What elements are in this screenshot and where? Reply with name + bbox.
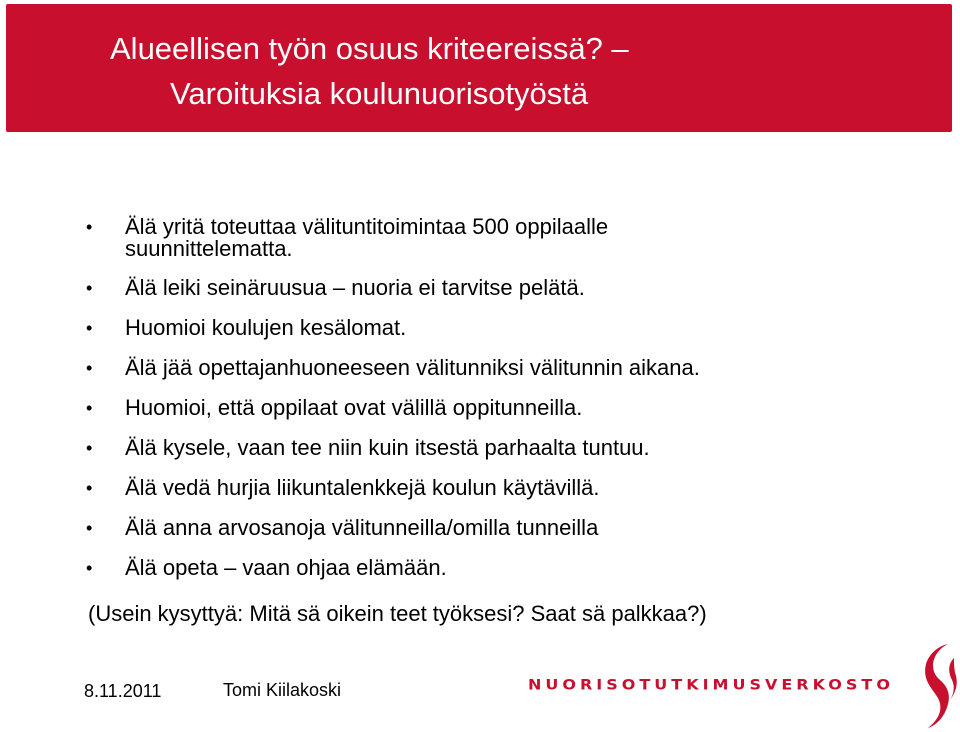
faq-note: (Usein kysyttyä: Mitä sä oikein teet työksesi? Saat sä palkkaa?)	[88, 601, 707, 626]
bullet-text: Älä opeta – vaan ohjaa elämään.	[125, 555, 447, 580]
bullet-text: Älä vedä hurjia liikuntalenkkejä koulun käytävillä.	[125, 475, 600, 500]
bullet-item	[84, 397, 904, 419]
bullet-icon: •	[86, 518, 93, 538]
bullet-text: Huomioi koulujen kesälomat.	[125, 315, 407, 340]
slide-title	[110, 26, 629, 116]
bullet-text: Huomioi, että oppilaat ovat välillä oppitunneilla.	[125, 395, 583, 420]
bullet-text: Älä leiki seinäruusua – nuoria ei tarvitse pelätä.	[125, 275, 585, 300]
bullet-icon: •	[86, 278, 93, 298]
bullet-item	[84, 317, 904, 339]
bullet-item	[84, 557, 904, 579]
bullet-item	[84, 277, 904, 299]
bullet-item	[84, 517, 904, 539]
bullet-text: Älä anna arvosanoja välitunneilla/omilla tunneilla	[125, 515, 599, 540]
bullet-icon: •	[86, 318, 93, 338]
footer-date: 8.11.2011	[84, 681, 162, 701]
bullet-icon: •	[86, 478, 93, 498]
bullet-text: Älä kysele, vaan tee niin kuin itsestä parhaalta tuntuu.	[125, 435, 650, 460]
bullet-item	[84, 216, 904, 260]
red-swirl-logo-icon	[918, 640, 958, 730]
bullet-text: Älä yritä toteuttaa välituntitoimintaa 500 oppilaalle suunnittelematta.	[125, 214, 609, 261]
bullet-list	[84, 216, 904, 597]
bullet-icon: •	[86, 217, 93, 237]
title-line-2: Varoituksia koulunuorisotyöstä	[170, 76, 589, 111]
bullet-icon: •	[86, 558, 93, 578]
bullet-item	[84, 437, 904, 459]
bullet-icon: •	[86, 398, 93, 418]
title-line-1: Alueellisen työn osuus kriteereissä? –	[110, 31, 629, 66]
bullet-icon: •	[86, 438, 93, 458]
bullet-item	[84, 357, 904, 379]
logo-wordmark: NUORISOTUTKIMUSVERKOSTO	[528, 675, 894, 694]
bullet-icon: •	[86, 358, 93, 378]
title-banner	[6, 4, 952, 132]
bullet-text: Älä jää opettajanhuoneeseen välitunniksi välitunnin aikana.	[125, 355, 700, 380]
bullet-item	[84, 477, 904, 499]
footer-author: Tomi Kiilakoski	[223, 680, 342, 700]
